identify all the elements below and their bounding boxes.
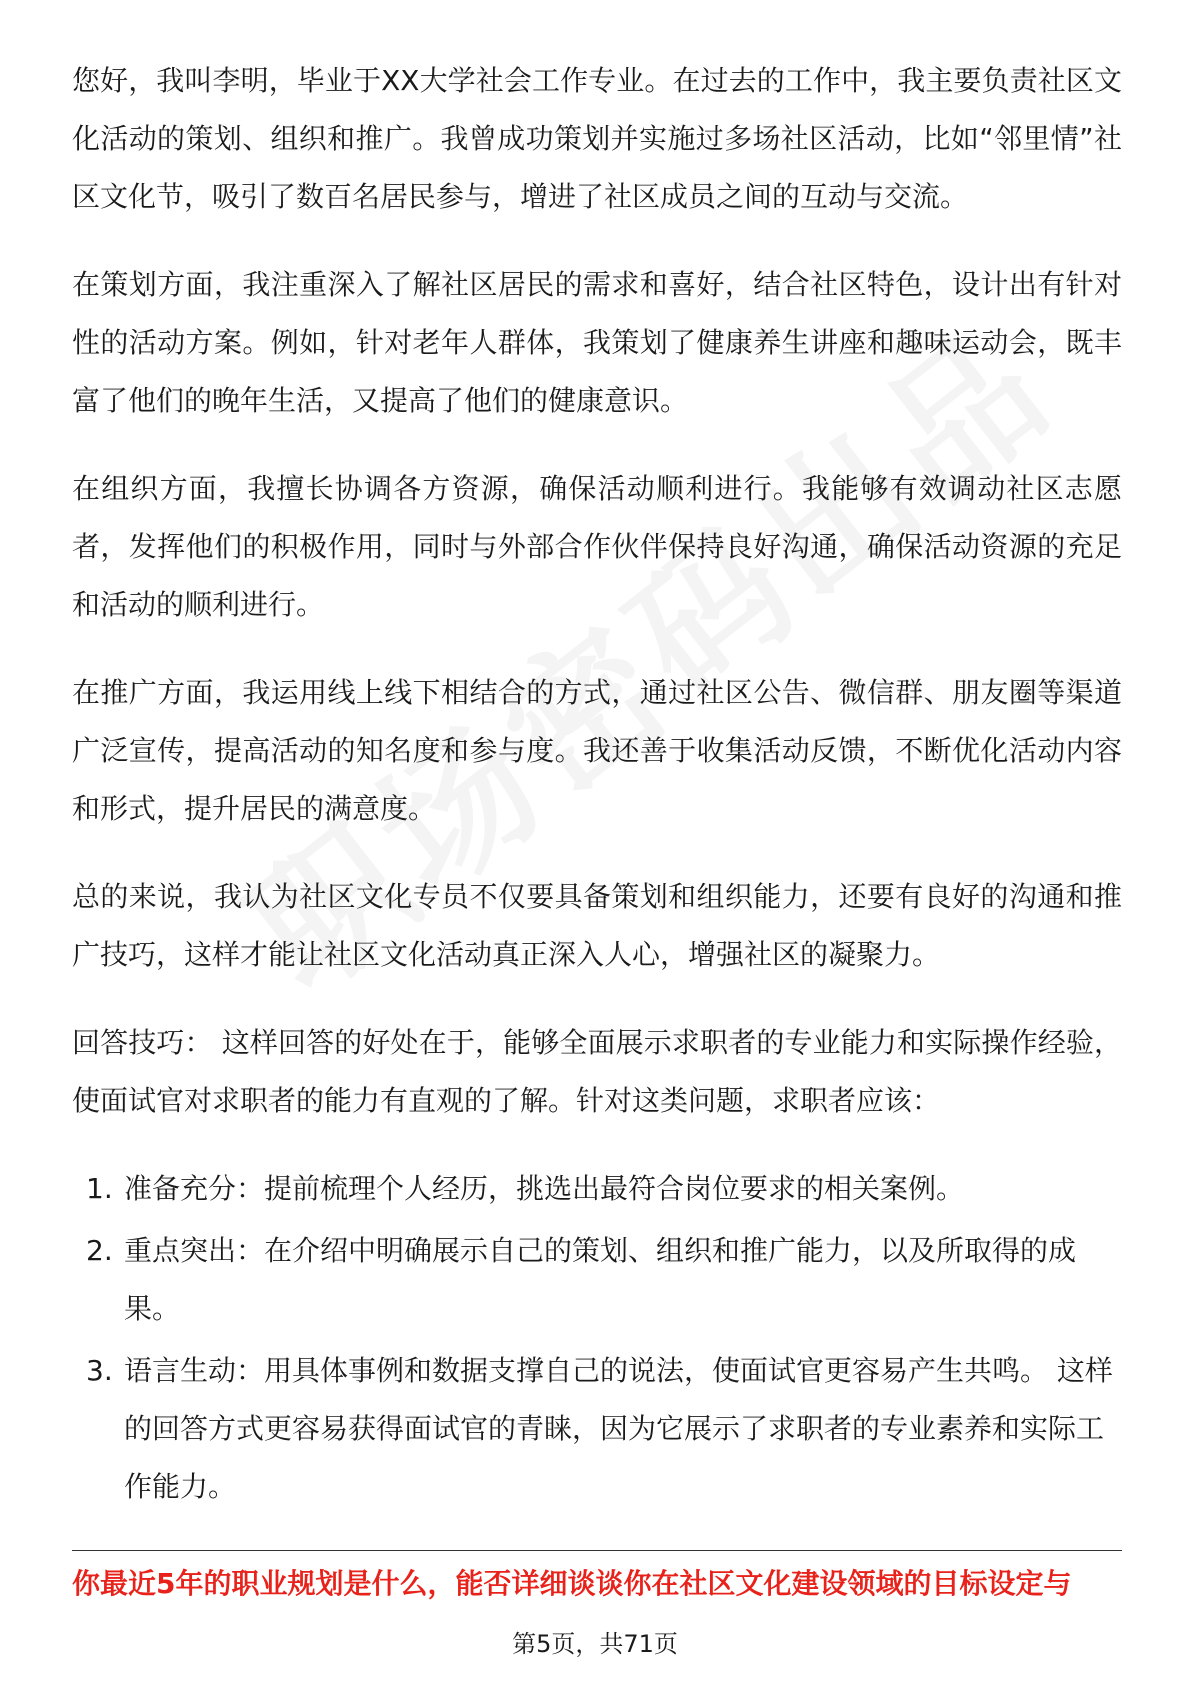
answer-content: [72, 52, 1122, 1520]
list-item-number: 1.: [86, 1172, 113, 1205]
paragraph-planning: 在策划方面，我注重深入了解社区居民的需求和喜好，结合社区特色，设计出有针对性的活动方案。例如，针对老年人群体，我策划了健康养生讲座和趣味运动会，既丰富了他们的晚年生活，又提高了他们的健康意识。: [72, 268, 1122, 417]
paragraph-intro: 您好，我叫李明，毕业于XX大学社会工作专业。在过去的工作中，我主要负责社区文化活动的策划、组织和推广。我曾成功策划并实施过多场社区活动，比如“邻里情”社区文化节，吸引了数百名居民参与，增进了社区成员之间的互动与交流。: [72, 64, 1122, 213]
paragraph-summary: 总的来说，我认为社区文化专员不仅要具备策划和组织能力，还要有良好的沟通和推广技巧，这样才能让社区文化活动真正深入人心，增强社区的凝聚力。: [72, 880, 1122, 971]
list-item: [72, 1160, 1122, 1218]
tips-list: [72, 1160, 1122, 1516]
list-item-label: 准备充分：: [124, 1172, 265, 1205]
list-item-number: 3.: [86, 1354, 113, 1387]
paragraph-organizing: 在组织方面，我擅长协调各方资源，确保活动顺利进行。我能够有效调动社区志愿者，发挥他们的积极作用，同时与外部合作伙伴保持良好沟通，确保活动资源的充足和活动的顺利进行。: [72, 472, 1122, 621]
list-item: [72, 1222, 1122, 1338]
list-item-text: 在介绍中明确展示自己的策划、组织和推广能力，以及所取得的成果。: [124, 1234, 1077, 1325]
answer-tip-text: 这样回答的好处在于，能够全面展示求职者的专业能力和实际操作经验，使面试官对求职者的能力有直观的了解。针对这类问题，求职者应该：: [72, 1026, 1122, 1117]
paragraph-promotion: 在推广方面，我运用线上线下相结合的方式，通过社区公告、微信群、朋友圈等渠道广泛宣传，提高活动的知名度和参与度。我还善于收集活动反馈，不断优化活动内容和形式，提升居民的满意度。: [72, 676, 1122, 825]
next-question-heading: 你最近5年的职业规划是什么，能否详细谈谈你在社区文化建设领域的目标设定与: [72, 1567, 1072, 1600]
page-number: 第5页，共71页: [512, 1630, 678, 1658]
answer-tip: [72, 1014, 1122, 1130]
answer-tip-label: 回答技巧：: [72, 1026, 213, 1059]
section-divider: [72, 1550, 1122, 1551]
list-item-label: 语言生动：: [124, 1354, 265, 1387]
list-item-text: 提前梳理个人经历，挑选出最符合岗位要求的相关案例。: [264, 1172, 965, 1205]
list-item-number: 2.: [86, 1234, 113, 1267]
list-item-label: 重点突出：: [124, 1234, 265, 1267]
list-item-text: 用具体事例和数据支撑自己的说法，使面试官更容易产生共鸣。 这样的回答方式更容易获得面试官的青睐，因为它展示了求职者的专业素养和实际工作能力。: [124, 1354, 1113, 1503]
list-item: [72, 1342, 1122, 1516]
